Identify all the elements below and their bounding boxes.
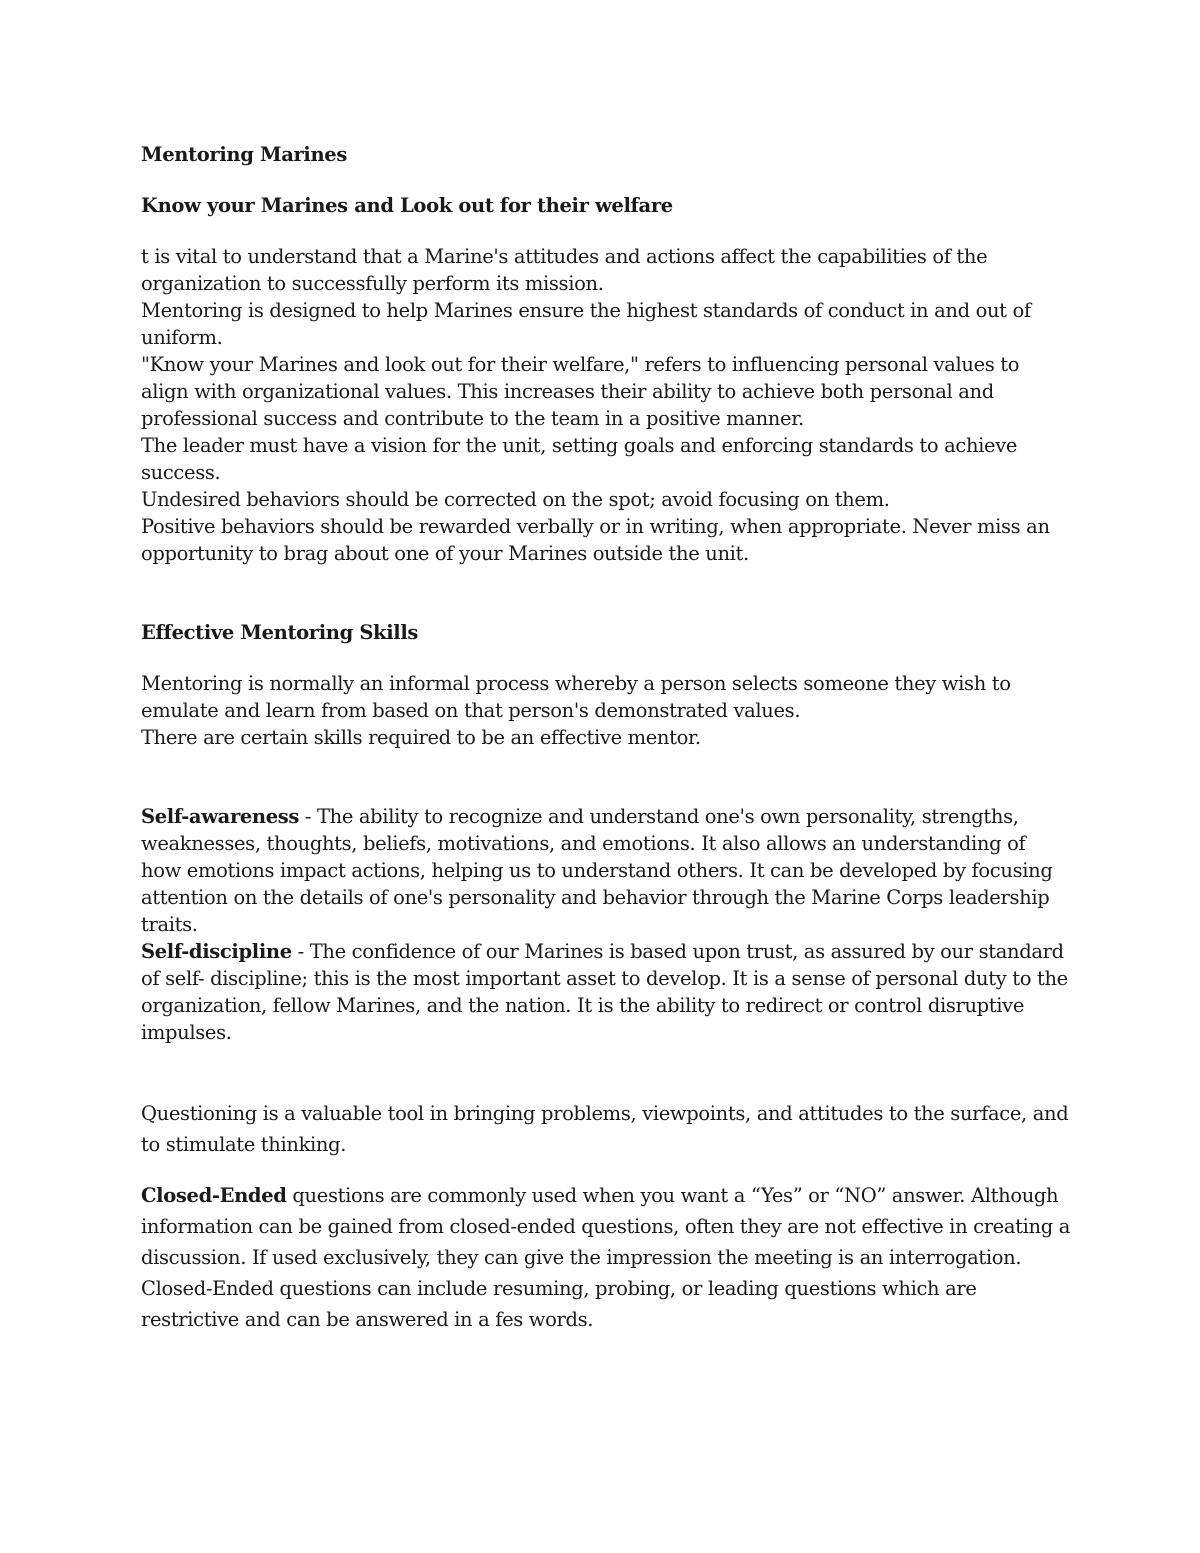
- paragraph: There are certain skills required to be an effective mentor.: [141, 726, 701, 749]
- document-title: Mentoring Marines: [141, 143, 347, 166]
- section-heading-effective-mentoring-skills: Effective Mentoring Skills: [141, 621, 419, 644]
- paragraph: The leader must have a vision for the unit, setting goals and enforcing standards to achieve success.: [141, 434, 1018, 484]
- paragraph: Undesired behaviors should be corrected on the spot; avoid focusing on them.: [141, 488, 890, 511]
- paragraph: Mentoring is normally an informal process whereby a person selects someone they wish to emulate and learn from based on that person's demonstrated values.: [141, 672, 1011, 722]
- closed-ended-description: questions are commonly used when you want a “Yes” or “NO” answer. Although information can be gained from closed-ended questions, often they are not effective in creating a discussion. If used exclusively, they can give the impression the meeting is an interrogation. Closed-Ended questions can include resuming, probing, or leading questions which are restrictive and can be answered in a fes words.: [141, 1184, 1070, 1331]
- questioning-intro: Questioning is a valuable tool in bringing problems, viewpoints, and attitudes to the surface, and to stimulate thinking.: [141, 1102, 1069, 1156]
- paragraph: t is vital to understand that a Marine's attitudes and actions affect the capabilities of the organization to successfully perform its mission.: [141, 245, 988, 295]
- document-page: [141, 140, 1071, 1355]
- section-effective-mentoring-body: [141, 670, 1071, 751]
- skills-list: [141, 803, 1071, 1046]
- skill-self-awareness: [141, 803, 1071, 938]
- paragraph: Mentoring is designed to help Marines ensure the highest standards of conduct in and out of uniform.: [141, 299, 1031, 349]
- skill-description: - The ability to recognize and understand one's own personality, strengths, weaknesses, thoughts, beliefs, motivations, and emotions. It also allows an understanding of how emotions impact actions, helping us to understand others. It can be developed by focusing attention on the details of one's personality and behavior through the Marine Corps leadership traits.: [141, 805, 1053, 936]
- skill-self-discipline: [141, 938, 1071, 1046]
- closed-ended-paragraph: [141, 1180, 1071, 1335]
- paragraph: "Know your Marines and look out for their welfare," refers to influencing personal values to align with organizational values. This increases their ability to achieve both personal and professional success and contribute to the team in a positive manner.: [141, 353, 1020, 430]
- section-heading-know-your-marines: Know your Marines and Look out for their welfare: [141, 194, 673, 217]
- section-know-your-marines-body: [141, 243, 1071, 567]
- skill-term: Self-discipline: [141, 940, 292, 963]
- closed-ended-term: Closed-Ended: [141, 1184, 287, 1207]
- paragraph: Positive behaviors should be rewarded verbally or in writing, when appropriate. Never miss an opportunity to brag about one of your Marines outside the unit.: [141, 515, 1050, 565]
- skill-description: - The confidence of our Marines is based upon trust, as assured by our standard of self- discipline; this is the most important asset to develop. It is a sense of personal duty to the organization, fellow Marines, and the nation. It is the ability to redirect or control disruptive impulses.: [141, 940, 1068, 1044]
- skill-term: Self-awareness: [141, 805, 300, 828]
